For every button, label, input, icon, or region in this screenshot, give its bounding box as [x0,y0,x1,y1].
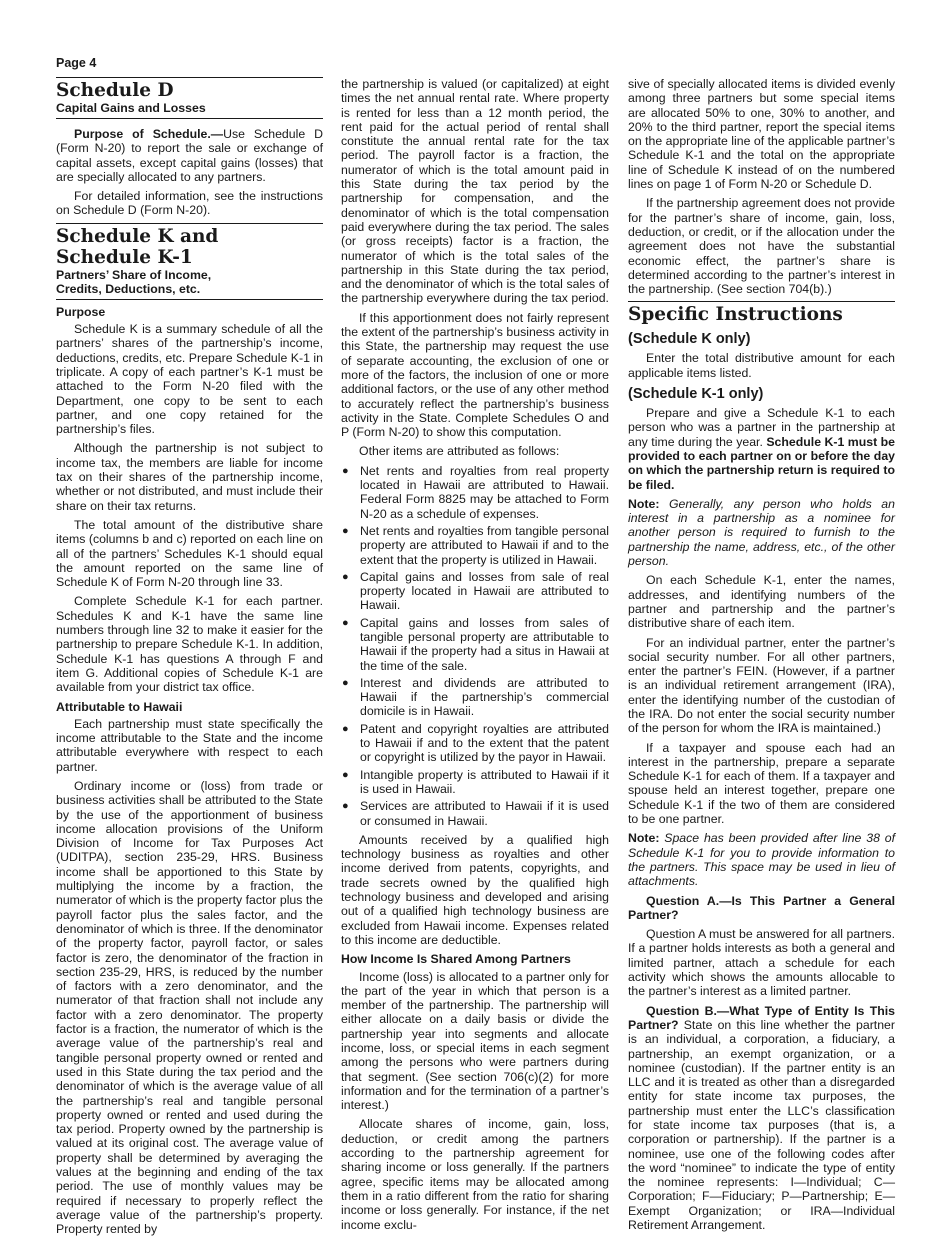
question-a-heading: Question A.—Is This Partner a General Partner? [628,893,895,922]
attributable-heading: Attributable to Hawaii [56,699,183,714]
divider [628,301,895,302]
list-item: ● Interest and dividends are attributed to Hawaii if the partnership’s commercial domicile is in Hawaii. [341,676,609,719]
note: Note: Space has been provided after line 38 of Schedule K-1 for you to provide information to the partners. This space may be used in lieu of attachments. [628,831,895,889]
paragraph: Income (loss) is allocated to a partner only for the part of the year in which that person is a member of the partnership. The partnership will either allocate on a daily basis or divide the partnership year into segments and allocate income, loss, or special items in each segment among the persons who were partners during that segment. (See section 706(c)(2) for more information and for the termination of a partner’s interest.) [341,969,609,1113]
paragraph: The total amount of the distributive share items (columns b and c) reported on each line on all of the partners’ Schedules K-1 should equal the amount reported on the same line of Schedule K of Form N-20 through line 33. [56,517,323,590]
paragraph: If the partnership agreement does not provide for the partner’s share of income, gain, loss, deduction, or credit, or if the allocation under the agreement does not have the substantial economic effect, the partner’s share is determined according to the partner’s interest in the partnership. (See section 704(b).) [628,196,895,297]
paragraph: Prepare and give a Schedule K-1 to each person who was a partner in the partnership at any time during the year. Schedule K-1 must be provided to each partner on or before the day on which the partnership return is required to be filed. [628,406,895,492]
schedule-d-title: Schedule D [56,80,174,101]
divider [56,118,323,119]
paragraph: the partnership is valued (or capitalized) at eight times the net annual rental rate. Where property is rented for less than a 12 month period, the rent paid for the actual period of rental shall constitute the annual rental rate for the tax period. The payroll factor is a fraction, the numerator of which is the total amount paid in this State during the tax period by the partnership for compensation, and the denominator of which is the total compensation paid everywhere during the tax period. The sales (or gross receipts) factor is a fraction, the numerator of which is the total sales of the partnership in this State during the tax period, and the denominator of which is the total sales of the partnership everywhere during the tax period. [341,77,609,306]
divider [56,223,323,224]
schedule-k1-only-heading: (Schedule K-1 only) [628,386,764,403]
column-3 [628,77,895,1237]
column-2 [341,77,609,1237]
list-item: ● Intangible property is attributed to Hawaii if it is used in Hawaii. [341,768,609,797]
paragraph: If a taxpayer and spouse each had an interest in the partnership, prepare a separate Schedule K-1 for each of them. If a taxpayer and spouse held an interest together, prepare one Schedule K-1 if the two of them are considered to be one partner. [628,740,895,827]
list-item: ● Capital gains and losses from sale of real property located in Hawaii are attributed to Hawaii. [341,570,609,613]
paragraph: If this apportionment does not fairly represent the extent of the partnership’s business activity in this State, the partnership may request the use of separate accounting, the exclusion of one or more of the factors, the inclusion of one or more additional factors, or the use of any other method to accurately reflect the partnership’s business activity in the State. Complete Schedules O and P (Form N-20) to show this computation. [341,310,609,440]
paragraph: sive of specially allocated items is divided evenly among three partners but some special items are allocated 50% to one, 30% to another, and 20% to the third partner, report the special items on the appropriate line of the applicable partner’s Schedule K-1 and the total on the appropriate line of Schedule K instead of on the numbered lines on page 1 of Form N-20 or Schedule D. [628,77,895,192]
paragraph: Although the partnership is not subject to income tax, the members are liable for income tax on their shares of the partnership income, whether or not distributed, and must include their share on their tax returns. [56,441,323,513]
paragraph: Allocate shares of income, gain, loss, deduction, or credit among the partners according to the partnership agreement for sharing income or loss generally. If the partners agree, specific items may be allocated among them in a ratio different from the ratio for sharing income or loss generally. For instance, if the net income exclu- [341,1117,609,1232]
paragraph: Other items are attributed as follows: [359,444,560,459]
schedule-k-only-heading: (Schedule K only) [628,331,751,348]
schedule-d-subtitle: Capital Gains and Losses [56,101,206,115]
list-item: ● Services are attributed to Hawaii if it is used or consumed in Hawaii. [341,799,609,828]
paragraph: Question A must be answered for all partners. If a partner holds interests as both a general and limited partner, attach a schedule for each activity which shows the amounts allocable to the partner’s interest as a limited partner. [628,927,895,999]
schedule-d-detail: For detailed information, see the instructions on Schedule D (Form N-20). [56,189,323,218]
divider [56,299,323,300]
purpose-heading: Purpose [56,304,106,319]
shared-heading: How Income Is Shared Among Partners [341,952,571,967]
paragraph: For an individual partner, enter the partner’s social security number. For all other partners, enter the partner’s FEIN. (However, if a partner is an individual retirement arrangement (IRA), enter the identifying number of the custodian of the IRA. Do not enter the social security number of the person for whom the IRA is maintained.) [628,635,895,736]
attribution-list [341,464,609,828]
paragraph: Complete Schedule K-1 for each partner. Schedules K and K-1 have the same line numbers through line 32 to make it easier for the partnership to prepare Schedule K-1. In addition, Schedule K-1 has questions A through F and item G. Additional copies of Schedule K-1 are available from your district tax office. [56,594,323,695]
note: Note: Generally, any person who holds an interest in a partnership as a nominee for another person is required to furnish to the partnership the name, address, etc., of the other person. [628,496,895,569]
paragraph: Each partnership must state specifically the income attributable to the State and the income attributable everywhere with respect to each partner. [56,716,323,774]
list-item: ● Capital gains and losses from sales of tangible personal property are attributable to Hawaii if the property had a situs in Hawaii at the time of the sale. [341,616,609,673]
paragraph: Schedule K is a summary schedule of all the partners’ shares of the partnership’s income, deductions, credits, etc. Prepare Schedule K-1 in triplicate. A copy of each partner’s K-1 must be attached to the Form N-20 filed with the Department, one copy to be sent to each partner, and one copy retained for the partnership’s files. [56,322,323,437]
paragraph: Enter the total distributive amount for each applicable items listed. [628,351,895,380]
page-number: Page 4 [56,56,97,70]
schedule-d-purpose: Purpose of Schedule.—Use Schedule D (Form N-20) to report the sale or exchange of capital assets, except capital gains (losses) that are specially allocated to any partners. [56,127,323,184]
list-item: ● Net rents and royalties from real property located in Hawaii are attributed to Hawaii. Federal Form 8825 may be attached to Form N-20 as a schedule of expenses. [341,464,609,521]
column-1 [56,77,323,1241]
specific-instructions-title: Specific Instructions [628,304,843,326]
divider [56,77,323,78]
list-item: ● Net rents and royalties from tangible personal property are attributed to Hawaii if and to the extent that the property is utilized in Hawaii. [341,524,609,567]
paragraph: Ordinary income or (loss) from trade or business activities shall be attributed to the State by the use of the apportionment of business income allocation provisions of the Uniform Division of Income for Tax Purposes Act (UDITPA), section 235-29, HRS. Business income shall be apportioned to this State by multiplying the income by a fraction, the numerator of which is the property factor plus the payroll factor plus the sales factor, and the denominator of which is three. If the denominator of the property factor, payroll factor, or sales factor is zero, the denominator of the fraction in section 235-29, HRS, is reduced by the number of factors with a zero denominator, and the numerator of that fraction shall not include any factor with a zero denominator. The property factor is a fraction, the numerator of which is the average value of the partnership’s real and tangible personal property owned or rented and used in this State during the tax period and the denominator of which is the average value of all the partnership’s real and tangible personal property owned or rented and used during the tax period. Property owned by the partnership is valued at its original cost. The average value of property shall be determined by averaging the values at the beginning and ending of the tax period. The use of monthly values may be required if necessary to properly reflect the average value of the partnership’s property. Property rented by [56,778,323,1237]
paragraph: On each Schedule K-1, enter the names, addresses, and identifying numbers of the partner and partnership and the partner’s distributive share of each item. [628,573,895,631]
question-b: Question B.—What Type of Entity Is This Partner? State on this line whether the partner is an individual, a corporation, a fiduciary, a partnership, an exempt organization, or a nominee (custodian). If the partner entity is an LLC and it is treated as other than a disregarded entity for state income tax purposes, the partnership must enter the LLC’s classification for state income tax purposes (that is, a corporation or partnership). If the partner is a nominee, use one of the following codes after the word “nominee” to indicate the type of entity the nominee represents: I—Individual; C—Corporation; F—Fiduciary; P—Partnership; E—Exempt Organization; or IRA—Individual Retirement Arrangement. [628,1003,895,1233]
list-item: ● Patent and copyright royalties are attributed to Hawaii if and to the extent that the patent or copyright is utilized by the payor in Hawaii. [341,722,609,765]
schedule-k-title: Schedule K and Schedule K-1 [56,225,219,268]
paragraph: Amounts received by a qualified high technology business as royalties and other income derived from patents, copyrights, and trade secrets owned by the qualified high technology business and developed and arising out of a qualified high technology business are excluded from Hawaii income. Expenses related to this income are deductible. [341,832,609,947]
schedule-k-subtitle: Partners’ Share of Income, Credits, Deductions, etc. [56,267,212,296]
